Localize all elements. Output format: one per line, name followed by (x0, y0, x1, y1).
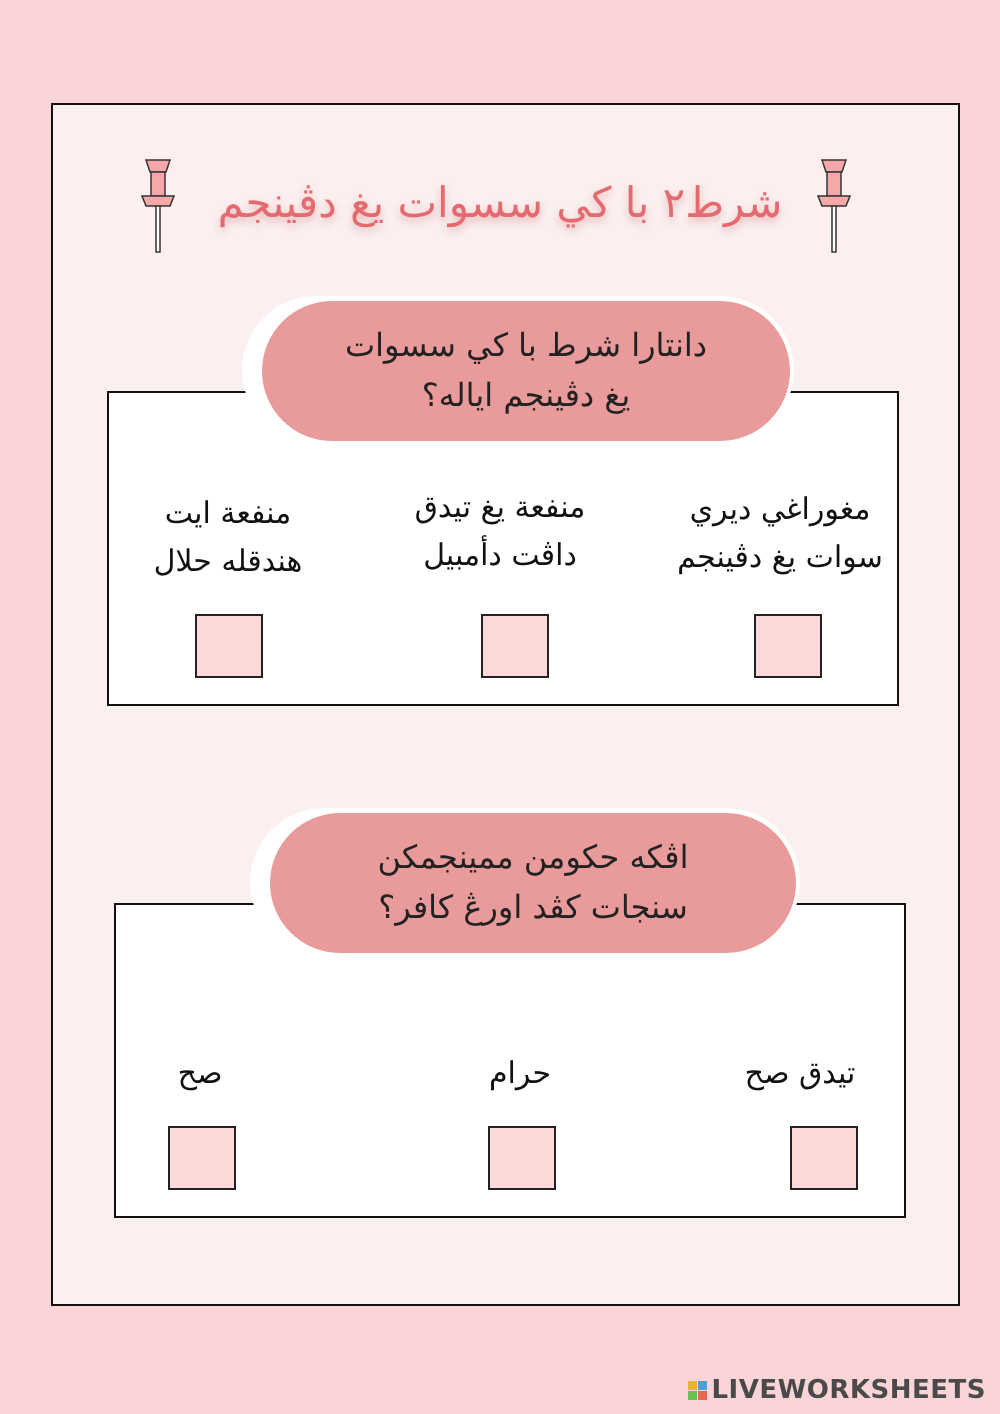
checkbox-option-6[interactable] (168, 1126, 236, 1190)
option-2-line-2: داڤت دأمبيل (423, 538, 577, 573)
checkbox-option-3[interactable] (195, 614, 263, 678)
checkbox-option-4[interactable] (790, 1126, 858, 1190)
option-1-line-2: سوات يغ دڤينجم (677, 540, 883, 575)
question-2-line-1: اڤكه حكومن ممينجمكن (377, 838, 689, 877)
question-2-line-2: سنجات كڤد اورڠ كافر؟ (378, 888, 688, 926)
option-2-line-1: منفعة يغ تيدق (414, 490, 586, 525)
checkbox-option-2[interactable] (481, 614, 549, 678)
liveworksheets-logo (688, 1372, 986, 1408)
option-3-line-2: هندقله حلال (153, 544, 303, 579)
option-5-label: حرام (488, 1056, 551, 1091)
option-3-line-1: منفعة ايت (164, 496, 292, 531)
option-2-label (390, 484, 610, 580)
question-pill-1 (262, 301, 790, 441)
option-1-line-1: مغوراغي ديري (689, 492, 871, 527)
question-pill-2 (270, 813, 796, 953)
checkbox-option-1[interactable] (754, 614, 822, 678)
question-1-line-1: دانتارا شرط با كي سسوات (344, 326, 707, 365)
checkbox-option-5[interactable] (488, 1126, 556, 1190)
option-4-label: تيدق صح (744, 1056, 856, 1091)
page-title: شرط٢ با كي سسوات يغ دڤينجم (217, 178, 783, 227)
option-3-label (118, 490, 338, 586)
option-1-label (660, 486, 900, 582)
liveworksheets-logo-icon (688, 1381, 707, 1400)
question-1-line-2: يغ دڤينجم اياله؟ (421, 376, 631, 414)
brand-name: LIVEWORKSHEETS (711, 1375, 986, 1405)
option-6-label: صح (177, 1056, 223, 1091)
